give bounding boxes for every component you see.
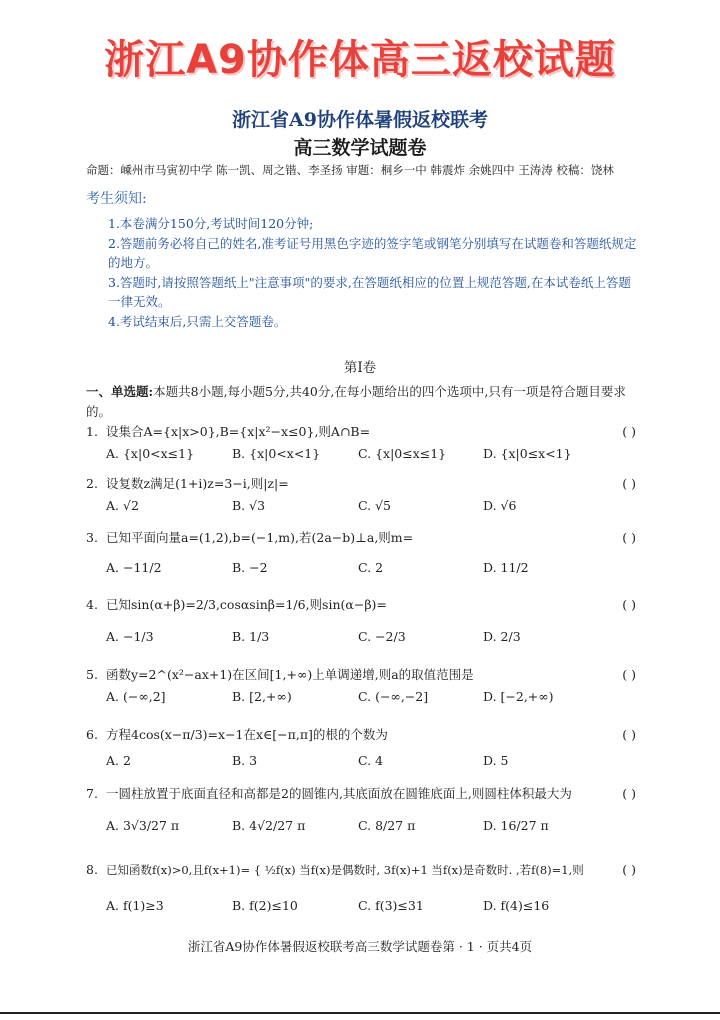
option-d: D. 5 — [483, 753, 509, 768]
option-d: D. √6 — [483, 498, 517, 513]
answer-parentheses: ( ) — [622, 424, 636, 439]
option-c: C. f(3)≤31 — [358, 898, 424, 913]
banner-title: 浙江A9协作体高三返校试题 — [104, 37, 616, 83]
exam-title: 浙江省A9协作体暑假返校联考 — [232, 109, 488, 131]
question-number: 5. — [86, 667, 98, 682]
option-a: A. 3√3/27 π — [106, 818, 180, 833]
option-b: B. −2 — [232, 560, 268, 575]
question-stem: 已知函数f(x)>0,且f(x+1)= { ½f(x) 当f(x)是偶数时, 3f(x)+1 当f(x)是奇数时. ,若f(8)=1,则 — [106, 863, 584, 877]
option-a: A. {x|0<x≤1} — [106, 446, 195, 461]
option-a: A. −11/2 — [106, 560, 162, 575]
question-7 — [86, 784, 638, 838]
option-b: B. √3 — [232, 498, 266, 513]
answer-parentheses: ( ) — [622, 530, 636, 545]
option-c: C. √5 — [358, 498, 391, 513]
question-number: 3. — [86, 530, 98, 545]
notice-list — [108, 214, 638, 331]
question-3 — [86, 528, 638, 580]
option-b: B. {x|0<x<1} — [232, 446, 321, 461]
question-6 — [86, 725, 638, 773]
option-c: C. (−∞,−2] — [358, 689, 429, 704]
question-number: 8. — [86, 862, 98, 877]
question-number: 2. — [86, 476, 98, 491]
question-stem: 一圆柱放置于底面直径和高都是2的圆锥内,其底面放在圆锥底面上,则圆柱体积最大为 — [106, 786, 572, 801]
answer-parentheses: ( ) — [622, 727, 636, 742]
option-c: C. 2 — [358, 560, 384, 575]
answer-parentheses: ( ) — [622, 597, 636, 612]
question-stem: 方程4cos(x−π/3)=x−1在x∈[−π,π]的根的个数为 — [106, 727, 388, 742]
question-number: 4. — [86, 597, 98, 612]
option-d: D. 11/2 — [483, 560, 529, 575]
question-stem: 设集合A={x|x>0},B={x|x²−x≤0},则A∩B= — [106, 424, 371, 439]
bottom-divider — [0, 1012, 720, 1014]
question-5 — [86, 665, 638, 709]
question-number: 7. — [86, 786, 98, 801]
question-stem: 已知sin(α+β)=2/3,cosαsinβ=1/6,则sin(α−β)= — [106, 597, 387, 612]
question-8 — [86, 860, 638, 918]
question-stem: 函数y=2^(x²−ax+1)在区间[1,+∞)上单调递增,则a的取值范围是 — [106, 667, 474, 682]
question-4 — [86, 595, 638, 649]
option-b: B. f(2)≤10 — [232, 898, 298, 913]
authors-line: 命题：嵊州市马寅初中学 陈一凯、周之锴、李圣扬 审题：桐乡一中 韩震炸 余姚四中 王涛涛 校稿：饶林 — [86, 163, 614, 177]
option-b: B. 1/3 — [232, 629, 270, 644]
notice-item: 3.答题时,请按照答题纸上"注意事项"的要求,在答题纸相应的位置上规范答题,在本试卷纸上答题一律无效。 — [108, 274, 631, 309]
option-a: A. (−∞,2] — [106, 689, 166, 704]
exam-subtitle: 高三数学试题卷 — [293, 137, 427, 159]
notice-item: 1.本卷满分150分,考试时间120分钟; — [108, 216, 314, 231]
option-d: D. 2/3 — [483, 629, 521, 644]
question-number: 1. — [86, 424, 98, 439]
section-label: 一、单选题: — [86, 384, 154, 399]
option-b: B. 3 — [232, 753, 258, 768]
option-c: C. −2/3 — [358, 629, 406, 644]
option-a: A. −1/3 — [106, 629, 154, 644]
option-c: C. {x|0≤x≤1} — [358, 446, 447, 461]
option-d: D. [−2,+∞) — [483, 689, 554, 704]
option-a: A. 2 — [106, 753, 131, 768]
option-d: D. f(4)≤16 — [483, 898, 550, 913]
option-c: C. 4 — [358, 753, 384, 768]
notice-item: 2.答题前务必将自己的姓名,准考证号用黑色字迹的签字笔或钢笔分别填写在试题卷和答题纸规定的地方。 — [108, 235, 637, 270]
option-b: B. 4√2/27 π — [232, 818, 306, 833]
notice-title: 考生须知: — [86, 191, 147, 207]
answer-parentheses: ( ) — [622, 667, 636, 682]
question-stem: 已知平面向量a=(1,2),b=(−1,m),若(2a−b)⊥a,则m= — [106, 530, 414, 545]
section-text: 本题共8小题,每小题5分,共40分,在每小题给出的四个选项中,只有一项是符合题目要求的。 — [86, 384, 626, 419]
answer-parentheses: ( ) — [622, 786, 636, 801]
option-b: B. [2,+∞) — [232, 689, 292, 704]
question-number: 6. — [86, 727, 98, 742]
question-2 — [86, 474, 638, 518]
option-a: A. √2 — [106, 498, 139, 513]
notice-item: 4.考试结束后,只需上交答题卷。 — [108, 313, 287, 329]
question-1 — [86, 422, 638, 466]
answer-parentheses: ( ) — [622, 862, 636, 877]
page-footer: 浙江省A9协作体暑假返校联考高三数学试题卷第 · 1 · 页共4页 — [187, 939, 533, 954]
answer-parentheses: ( ) — [622, 476, 636, 491]
option-d: D. {x|0≤x<1} — [483, 446, 572, 461]
question-stem: 设复数z满足(1+i)z=3−i,则|z|= — [106, 476, 289, 491]
option-a: A. f(1)≥3 — [106, 898, 164, 913]
section-heading — [86, 382, 638, 422]
option-d: D. 16/27 π — [483, 818, 549, 833]
volume-heading: 第Ⅰ卷 — [343, 360, 377, 376]
option-c: C. 8/27 π — [358, 818, 416, 833]
